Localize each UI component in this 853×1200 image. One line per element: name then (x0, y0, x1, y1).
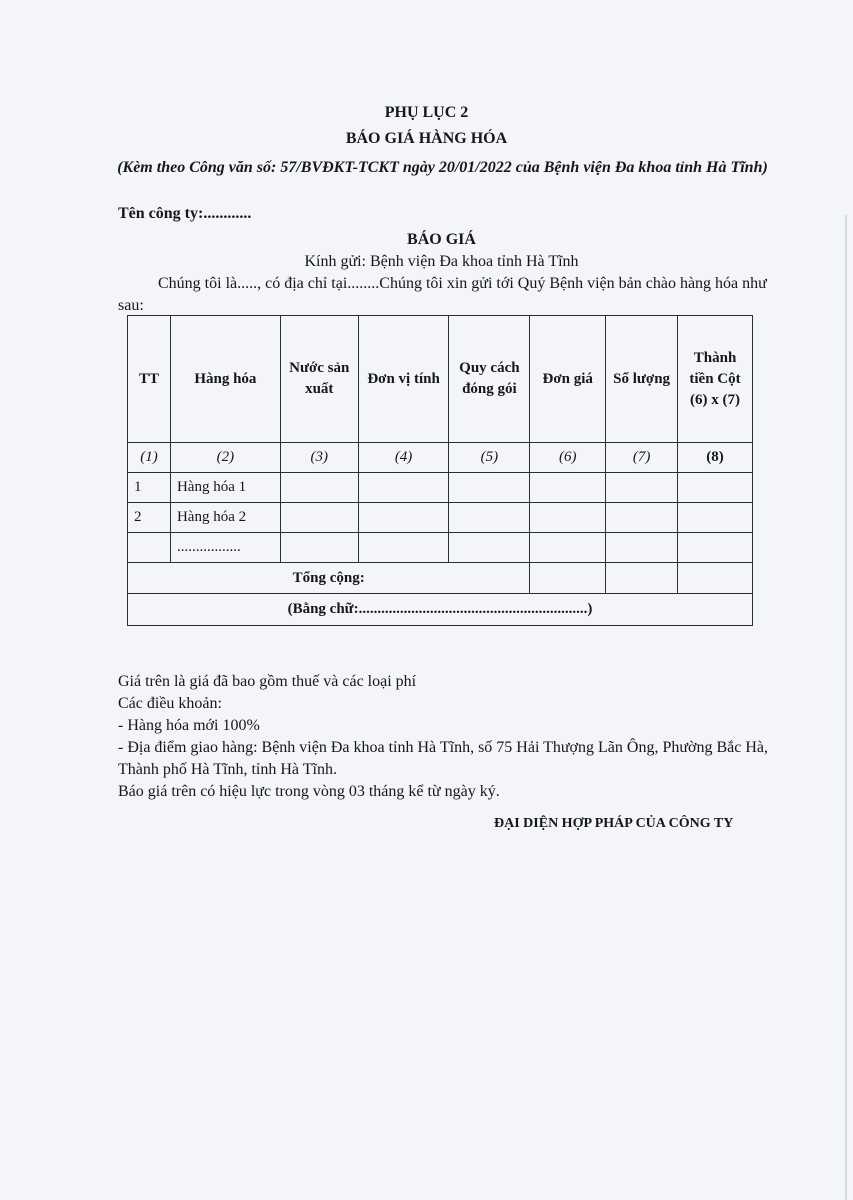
amount-in-words-row (128, 594, 753, 626)
index-cell: (3) (280, 443, 358, 473)
index-cell: (8) (678, 443, 753, 473)
company-name-line: Tên công ty:............ (118, 205, 252, 222)
page-edge-shadow (845, 215, 847, 1200)
reference-note: (Kèm theo Công văn số: 57/BVĐKT-TCKT ngày 20/01/2022 của Bệnh viện Đa khoa tỉnh Hà Tĩnh) (117, 159, 768, 176)
col-header-packing: Quy cách đóng gói (449, 316, 530, 443)
col-header-tt: TT (128, 316, 171, 443)
term-new-goods: - Hàng hóa mới 100% (118, 717, 260, 734)
document-title: BÁO GIÁ HÀNG HÓA (345, 130, 508, 147)
validity-note: Báo giá trên có hiệu lực trong vòng 03 tháng kể từ ngày ký. (118, 783, 500, 800)
col-header-origin: Nước sản xuất (280, 316, 358, 443)
table-row (128, 503, 753, 533)
quote-table (127, 315, 753, 626)
index-cell: (7) (606, 443, 678, 473)
index-cell: (6) (530, 443, 606, 473)
col-header-amount: Thành tiền Cột (6) x (7) (678, 316, 753, 443)
amount-in-words: (Bằng chữ:.............................................................) (128, 594, 753, 626)
col-header-quantity: Số lượng (606, 316, 678, 443)
recipient-line: Kính gửi: Bệnh viện Đa khoa tỉnh Hà Tĩnh (304, 253, 579, 270)
index-cell: (1) (128, 443, 171, 473)
terms-heading: Các điều khoản: (118, 695, 222, 712)
col-header-unit: Đơn vị tính (358, 316, 449, 443)
col-header-goods: Hàng hóa (170, 316, 280, 443)
header-row (128, 316, 753, 443)
index-cell: (4) (358, 443, 449, 473)
total-row (128, 563, 753, 594)
intro-paragraph: Chúng tôi là....., có địa chỉ tại........Chúng tôi xin gửi tới Quý Bệnh viện bản chào hàng hóa như sau: (118, 275, 767, 314)
terms-section (118, 671, 798, 803)
tax-note: Giá trên là giá đã bao gồm thuế và các loại phí (118, 673, 417, 690)
col-header-unit-price: Đơn giá (530, 316, 606, 443)
goods-name: ................. (170, 533, 280, 563)
term-delivery: - Địa điểm giao hàng: Bệnh viện Đa khoa tỉnh Hà Tĩnh, số 75 Hải Thượng Lãn Ông, Phường Bắc Hà, Thành phố Hà Tĩnh, tỉnh Hà Tĩnh. (118, 739, 769, 778)
table-row (128, 533, 753, 563)
row-number: 1 (128, 473, 171, 503)
quote-title: BÁO GIÁ (407, 231, 476, 248)
signature-label: ĐẠI DIỆN HỢP PHÁP CỦA CÔNG TY (494, 816, 734, 831)
index-cell: (2) (170, 443, 280, 473)
row-number (128, 533, 171, 563)
total-label: Tổng cộng: (128, 563, 530, 594)
table-row (128, 473, 753, 503)
index-cell: (5) (449, 443, 530, 473)
column-index-row (128, 443, 753, 473)
goods-name: Hàng hóa 2 (170, 503, 280, 533)
appendix-label: PHỤ LỤC 2 (384, 104, 469, 121)
row-number: 2 (128, 503, 171, 533)
goods-name: Hàng hóa 1 (170, 473, 280, 503)
